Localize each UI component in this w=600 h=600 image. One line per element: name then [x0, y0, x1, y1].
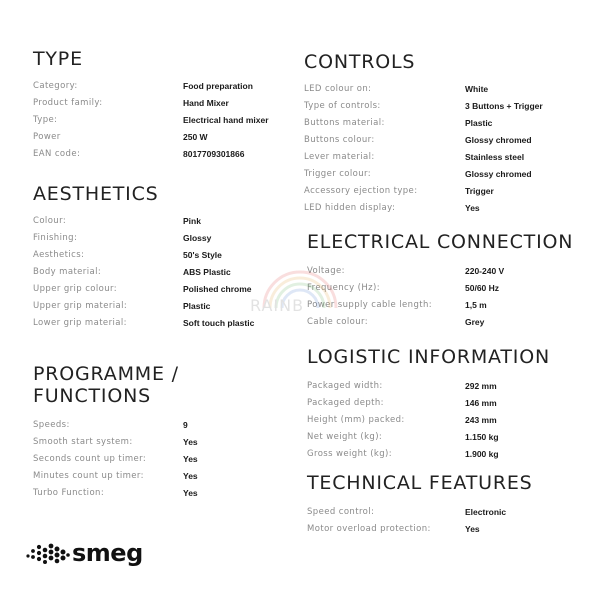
spec-row: [33, 452, 198, 466]
spec-label: LED hidden display:: [304, 203, 396, 213]
section-heading-type: TYPE: [33, 48, 83, 70]
spec-label: Upper grip material:: [33, 301, 128, 311]
spec-label: Smooth start system:: [33, 437, 133, 447]
spec-value: 243 mm: [465, 415, 497, 425]
watermark-text: RAINB: [250, 296, 305, 315]
spec-value: Grey: [465, 317, 485, 327]
spec-label: Trigger colour:: [304, 169, 372, 179]
section-programme: [33, 363, 298, 498]
spec-row: [33, 486, 198, 500]
spec-value: Yes: [183, 454, 198, 464]
spec-label: Colour:: [33, 216, 67, 226]
spec-label: Upper grip colour:: [33, 284, 118, 294]
spec-row: [33, 418, 188, 432]
section-heading-technical: TECHNICAL FEATURES: [307, 472, 533, 494]
spec-value: Pink: [183, 216, 201, 226]
spec-value: ABS Plastic: [183, 267, 231, 277]
spec-row: [33, 130, 208, 144]
spec-value: Glossy chromed: [465, 169, 532, 179]
spec-value: Electronic: [465, 507, 507, 517]
spec-label: Speed control:: [307, 507, 375, 517]
spec-value: 50's Style: [183, 250, 222, 260]
spec-row: [33, 282, 252, 296]
spec-label: Gross weight (kg):: [307, 449, 393, 459]
rainbow-watermark-icon: [244, 268, 356, 332]
spec-label: Accessory ejection type:: [304, 186, 418, 196]
spec-label: Type:: [33, 115, 58, 125]
section-controls: [304, 51, 574, 213]
spec-label: Body material:: [33, 267, 102, 277]
spec-row: [307, 379, 497, 393]
spec-row: [33, 316, 255, 330]
spec-value: 292 mm: [465, 381, 497, 391]
spec-row: [307, 413, 497, 427]
spec-label: Motor overload protection:: [307, 524, 431, 534]
spec-row: [33, 113, 269, 127]
spec-value: Yes: [465, 203, 480, 213]
spec-label: Speeds:: [33, 420, 70, 430]
brand-wordmark: smeg: [72, 539, 143, 567]
spec-value: Trigger: [465, 186, 494, 196]
spec-value: 146 mm: [465, 398, 497, 408]
spec-row: [33, 231, 212, 245]
spec-row: [33, 147, 245, 161]
spec-label: Category:: [33, 81, 78, 91]
spec-value: Plastic: [465, 118, 493, 128]
spec-label: Lower grip material:: [33, 318, 127, 328]
spec-row: [33, 248, 222, 262]
spec-value: Glossy chromed: [465, 135, 532, 145]
spec-label: Packaged depth:: [307, 398, 384, 408]
spec-label: Power supply cable length:: [307, 300, 433, 310]
spec-label: Buttons material:: [304, 118, 385, 128]
spec-label: LED colour on:: [304, 84, 372, 94]
spec-label: Frequency (Hz):: [307, 283, 380, 293]
section-heading-electrical: ELECTRICAL CONNECTION: [307, 231, 574, 253]
spec-value: White: [465, 84, 489, 94]
spec-label: Packaged width:: [307, 381, 383, 391]
spec-label: Power: [33, 132, 61, 142]
dot-grid-icon: [24, 542, 70, 564]
spec-value: Electrical hand mixer: [183, 115, 269, 125]
spec-row: [307, 430, 499, 444]
spec-value: 1.150 kg: [465, 432, 499, 442]
section-technical: [307, 472, 577, 534]
spec-value: 9: [183, 420, 188, 430]
spec-value: Hand Mixer: [183, 98, 229, 108]
spec-row: [307, 505, 507, 519]
spec-label: Height (mm) packed:: [307, 415, 405, 425]
spec-row: [33, 435, 198, 449]
spec-label: Turbo Function:: [33, 488, 105, 498]
section-heading-logistic: LOGISTIC INFORMATION: [307, 346, 550, 368]
spec-value: Yes: [183, 488, 198, 498]
spec-value: 3 Buttons + Trigger: [465, 101, 543, 111]
spec-value: 50/60 Hz: [465, 283, 500, 293]
spec-value: Stainless steel: [465, 152, 525, 162]
spec-value: Soft touch plastic: [183, 318, 255, 328]
section-electrical: [307, 231, 577, 327]
spec-row: [307, 396, 497, 410]
spec-label: Net weight (kg):: [307, 432, 383, 442]
spec-label: Cable colour:: [307, 317, 369, 327]
section-heading-controls: CONTROLS: [304, 51, 416, 73]
spec-label: Product family:: [33, 98, 103, 108]
spec-value: Glossy: [183, 233, 212, 243]
spec-value: Yes: [183, 471, 198, 481]
spec-row: [33, 265, 231, 279]
spec-label: EAN code:: [33, 149, 81, 159]
spec-label: Minutes count up timer:: [33, 471, 144, 481]
spec-value: Yes: [183, 437, 198, 447]
spec-row: [307, 447, 499, 461]
spec-value: 220-240 V: [465, 266, 505, 276]
section-heading-aesthetics: AESTHETICS: [33, 183, 159, 205]
section-logistic: [307, 346, 577, 459]
spec-value: Food preparation: [183, 81, 253, 91]
spec-label: Finishing:: [33, 233, 78, 243]
spec-value: Plastic: [183, 301, 211, 311]
brand-logo: [24, 538, 143, 568]
spec-row: [304, 167, 532, 181]
spec-row: [304, 116, 493, 130]
spec-value: 1.900 kg: [465, 449, 499, 459]
spec-value: 250 W: [183, 132, 208, 142]
spec-label: Lever material:: [304, 152, 375, 162]
spec-row: [33, 214, 201, 228]
spec-label: Seconds count up timer:: [33, 454, 147, 464]
spec-row: [304, 82, 489, 96]
spec-row: [304, 99, 543, 113]
spec-label: Buttons colour:: [304, 135, 375, 145]
spec-label: Type of controls:: [304, 101, 381, 111]
spec-row: [33, 79, 253, 93]
spec-row: [304, 150, 525, 164]
spec-value: Yes: [465, 524, 480, 534]
spec-row: [307, 522, 480, 536]
spec-row: [33, 96, 229, 110]
spec-row: [33, 469, 198, 483]
spec-row: [304, 201, 480, 215]
spec-value: Polished chrome: [183, 284, 252, 294]
spec-label: Voltage:: [307, 266, 345, 276]
section-type: [33, 48, 283, 159]
spec-row: [304, 184, 494, 198]
spec-label: Aesthetics:: [33, 250, 85, 260]
spec-value: 1,5 m: [465, 300, 487, 310]
section-heading-programme: PROGRAMME / FUNCTIONS: [33, 363, 179, 407]
spec-row: [33, 299, 211, 313]
spec-value: 8017709301866: [183, 149, 245, 159]
spec-row: [304, 133, 532, 147]
